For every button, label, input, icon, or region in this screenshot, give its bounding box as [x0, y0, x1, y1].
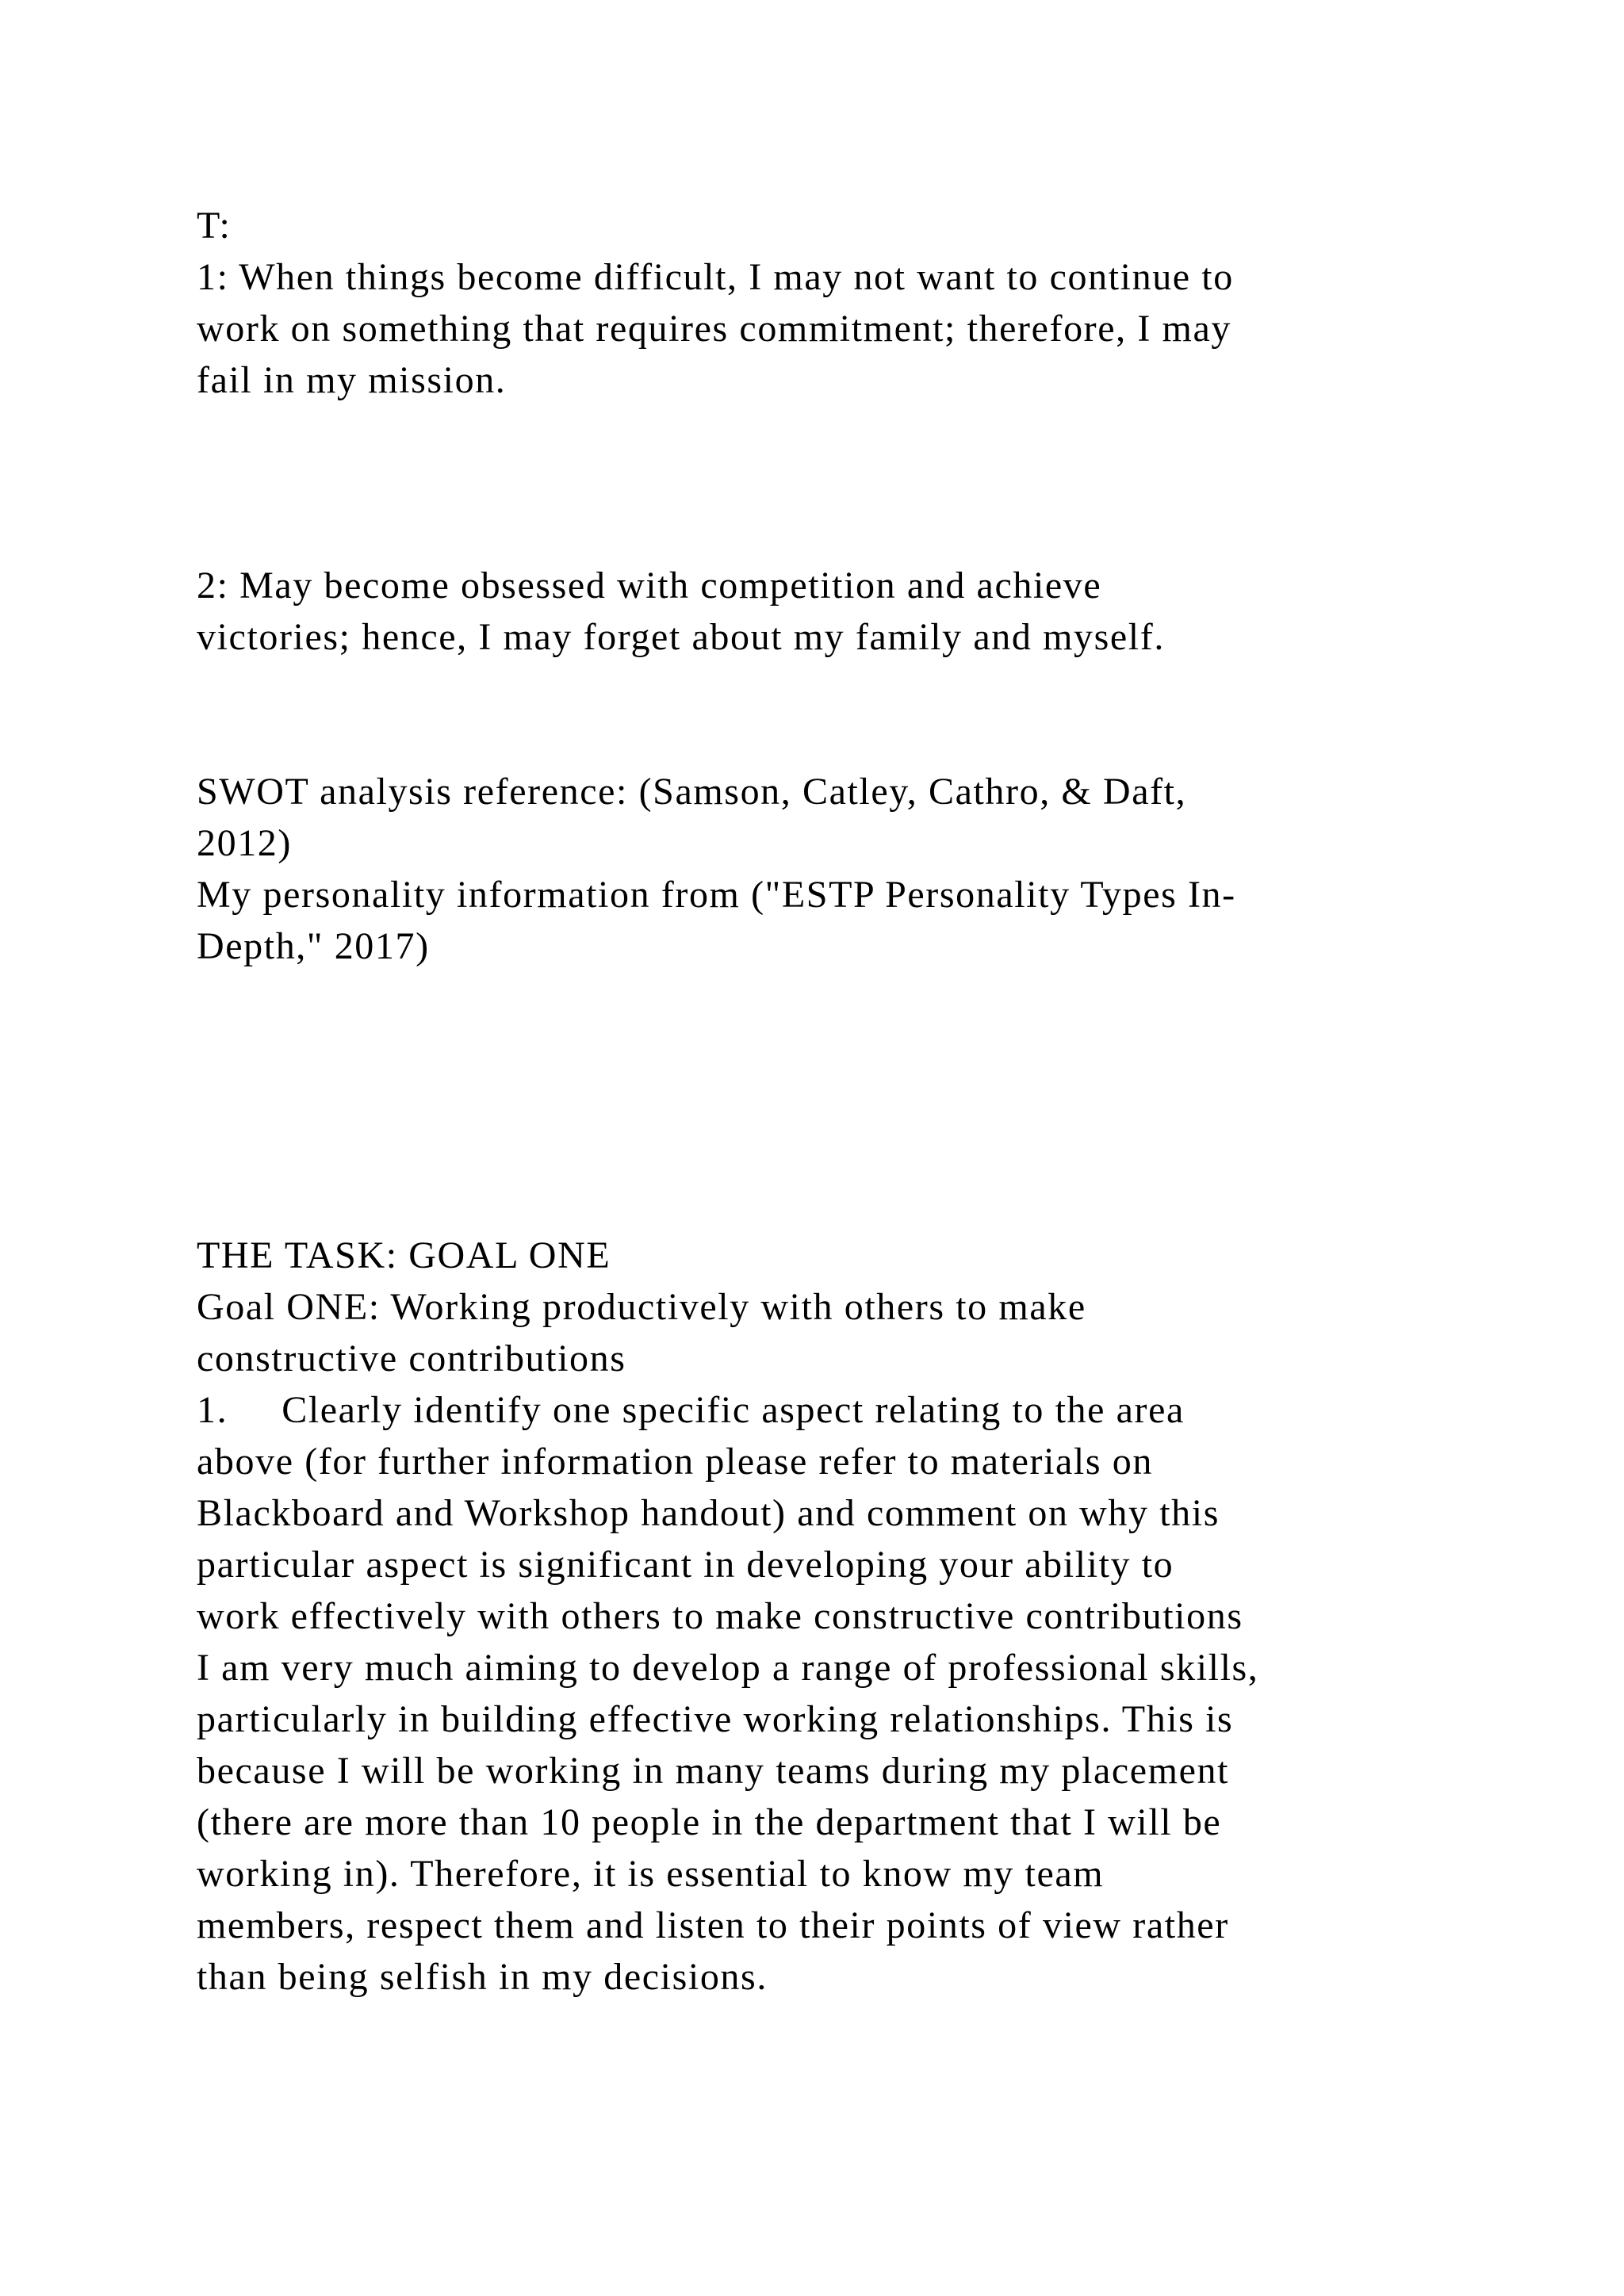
response-line: (there are more than 10 people in the department that I will be [197, 1801, 1222, 1843]
response-line: I am very much aiming to develop a range of professional skills, [197, 1647, 1259, 1689]
instruction-line: particular aspect is significant in developing your ability to [197, 1544, 1174, 1586]
spacer [197, 663, 1465, 766]
threat-item-2-line: victories; hence, I may forget about my family and myself. [197, 616, 1165, 658]
threat-item-1-line: fail in my mission. [197, 359, 507, 401]
threat-item-1 [197, 251, 1465, 406]
threat-item-2 [197, 560, 1465, 663]
instruction-line: above (for further information please refer to materials on [197, 1441, 1153, 1483]
response-line: than being selfish in my decisions. [197, 1956, 768, 1998]
response-line: working in). Therefore, it is essential to know my team [197, 1853, 1105, 1895]
threat-item-1-line: 1: When things become difficult, I may not want to continue to [197, 256, 1234, 298]
response-line: particularly in building effective working relationships. This is [197, 1698, 1234, 1740]
document-body [197, 200, 1465, 2003]
instruction-line: work effectively with others to make constructive contributions [197, 1595, 1243, 1637]
threats-heading: T: [197, 205, 232, 247]
task-heading: THE TASK: GOAL ONE [197, 1234, 611, 1276]
goal-line: Goal ONE: Working productively with others to make [197, 1286, 1086, 1328]
response-line: members, respect them and listen to their points of view rather [197, 1904, 1229, 1946]
instruction-line: 1. Clearly identify one specific aspect relating to the area [197, 1389, 1185, 1431]
threat-item-1-line: work on something that requires commitment; therefore, I may [197, 308, 1231, 350]
swot-reference-line: SWOT analysis reference: (Samson, Catley, Cathro, & Daft, [197, 771, 1187, 813]
threats-section [197, 200, 1465, 663]
instruction-line: Blackboard and Workshop handout) and comment on why this [197, 1492, 1220, 1534]
goal-line: constructive contributions [197, 1337, 626, 1380]
task-section [197, 1230, 1465, 2003]
response-line: because I will be working in many teams during my placement [197, 1750, 1230, 1792]
threat-item-2-line: 2: May become obsessed with competition and achieve [197, 564, 1102, 607]
references-section [197, 766, 1465, 972]
spacer [197, 406, 1465, 560]
personality-reference-line: My personality information from ("ESTP Personality Types In- [197, 874, 1236, 916]
swot-reference-line: 2012) [197, 822, 292, 864]
spacer [197, 972, 1465, 1230]
personality-reference-line: Depth," 2017) [197, 925, 430, 967]
